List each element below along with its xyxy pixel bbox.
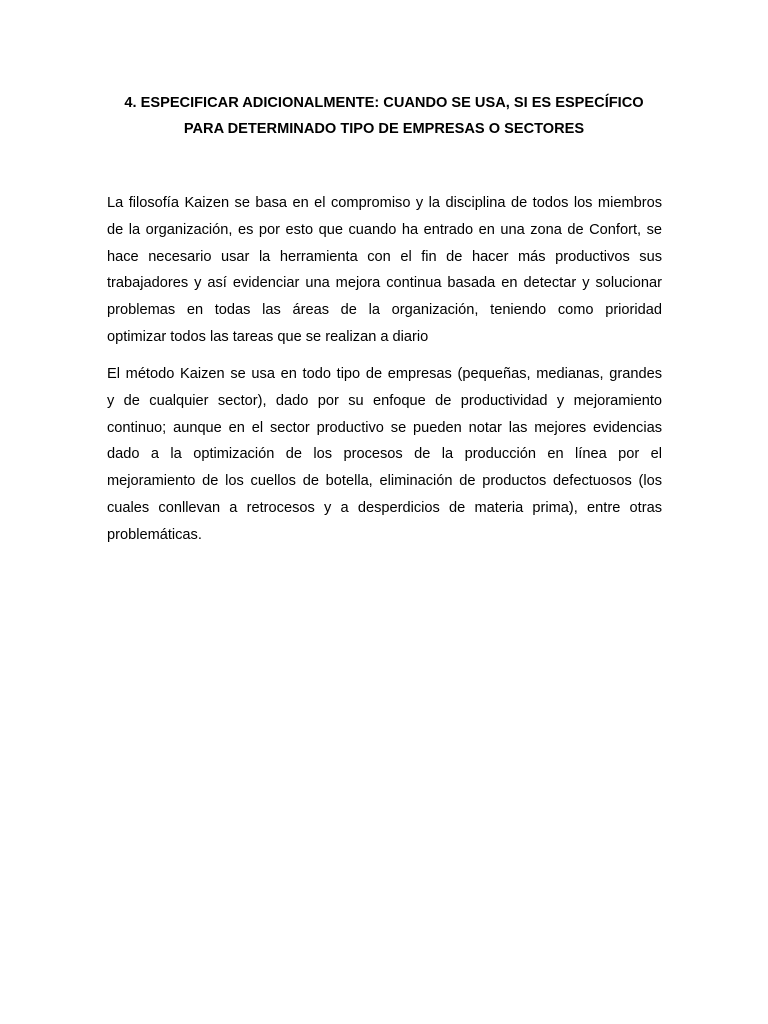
paragraph-line: trabajadores y así evidenciar una mejora continua basada en detectar y solucionar (107, 275, 662, 292)
paragraph-kaizen-philosophy (107, 190, 662, 351)
section-heading (96, 90, 672, 142)
paragraph-line: y de cualquier sector), dado por su enfoque de productividad y mejoramiento (107, 392, 662, 409)
paragraph-line: dado a la optimización de los procesos de la producción en línea por el (107, 446, 662, 463)
paragraph-line: cuales conllevan a retrocesos y a desperdicios de materia prima), entre otras (107, 499, 662, 516)
paragraph-line: optimizar todos las tareas que se realizan a diario (107, 328, 429, 345)
paragraph-line: La filosofía Kaizen se basa en el compromiso y la disciplina de todos los miembros (107, 195, 662, 211)
heading-line-1: 4. ESPECIFICAR ADICIONALMENTE: CUANDO SE USA, SI ES ESPECÍFICO (124, 95, 644, 111)
paragraph-line: problemas en todas las áreas de la organización, teniendo como prioridad (107, 302, 662, 319)
paragraph-line: hace necesario usar la herramienta con el fin de hacer más productivos sus (107, 248, 662, 265)
paragraph-line: mejoramiento de los cuellos de botella, eliminación de productos defectuosos (los (107, 473, 662, 490)
paragraph-line: problemáticas. (107, 526, 202, 543)
paragraph-line: de la organización, es por esto que cuando ha entrado en una zona de Confort, se (107, 221, 662, 238)
paragraph-line: continuo; aunque en el sector productivo se pueden notar las mejores evidencias (107, 419, 662, 436)
paragraph-line: El método Kaizen se usa en todo tipo de empresas (pequeñas, medianas, grandes (107, 366, 662, 382)
paragraph-kaizen-method (107, 361, 662, 549)
heading-line-2: PARA DETERMINADO TIPO DE EMPRESAS O SECTORES (183, 121, 585, 137)
